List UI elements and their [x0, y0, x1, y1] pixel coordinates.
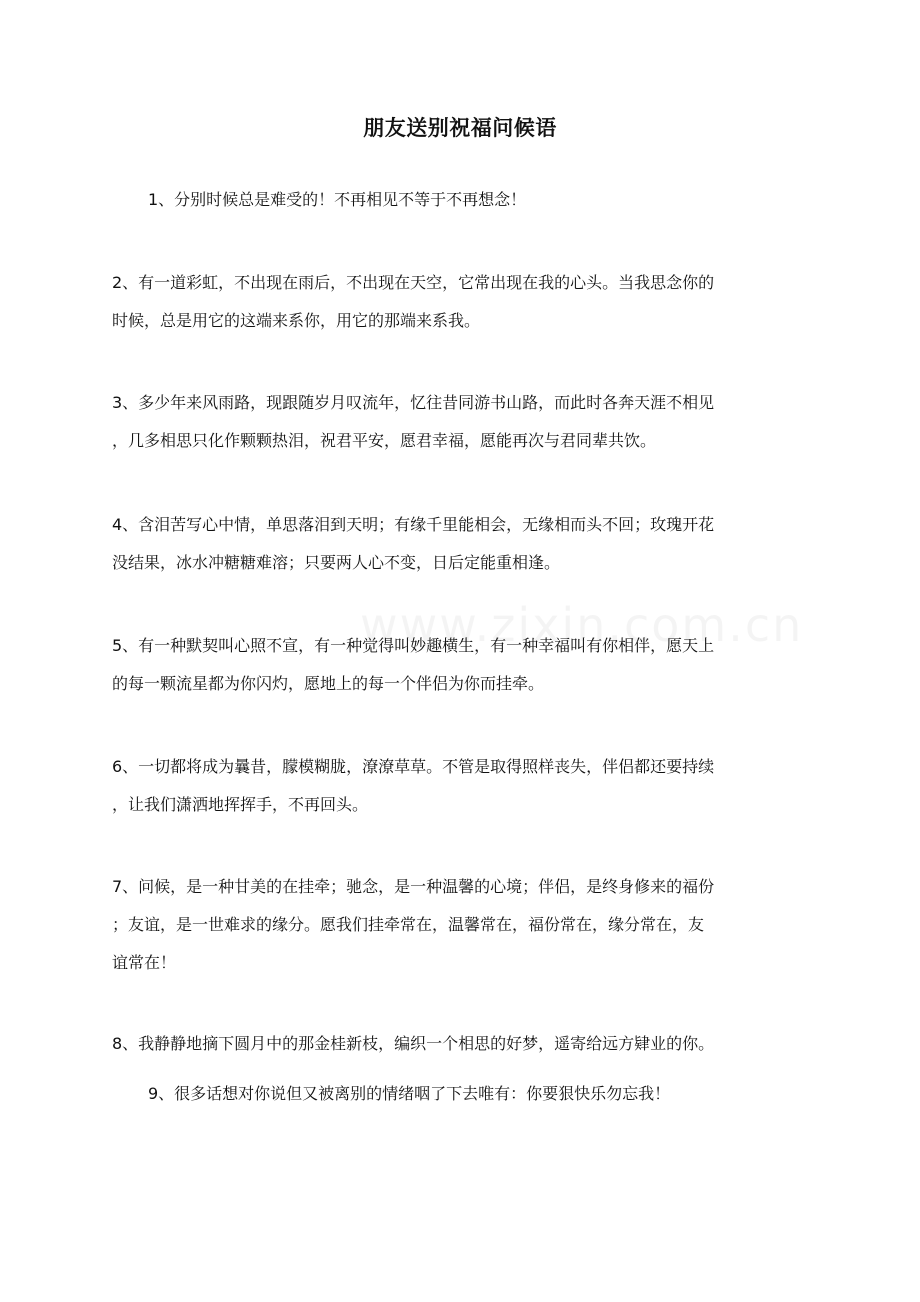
paragraph-8: [112, 1025, 812, 1063]
paragraph-line: 时候，总是用它的这端来系你，用它的那端来系我。: [112, 311, 481, 330]
paragraph-line: 9、很多话想对你说但又被离别的情绪咽了下去唯有：你要狠快乐勿忘我！: [148, 1084, 671, 1103]
paragraph-9: [148, 1075, 848, 1113]
paragraph-7: [112, 868, 812, 982]
paragraph-line: 2、有一道彩虹，不出现在雨后，不出现在天空，它常出现在我的心头。当我思念你的: [112, 273, 715, 292]
paragraph-line: 谊常在！: [112, 953, 177, 972]
paragraph-line: ；友谊，是一世难求的缘分。愿我们挂牵常在，温馨常在，福份常在，缘分常在，友: [112, 915, 705, 934]
paragraph-line: 5、有一种默契叫心照不宣，有一种觉得叫妙趣横生，有一种幸福叫有你相伴，愿天上: [112, 636, 715, 655]
paragraph-line: ，让我们潇洒地挥挥手，不再回头。: [112, 795, 369, 814]
paragraph-5: [112, 627, 812, 703]
paragraph-line: 的每一颗流星都为你闪灼，愿地上的每一个伴侣为你而挂牵。: [112, 674, 545, 693]
paragraph-line: 1、分别时候总是难受的！不再相见不等于不再想念！: [148, 190, 527, 209]
paragraph-line: 7、问候，是一种甘美的在挂牵；驰念，是一种温馨的心境；伴侣，是终身修来的福份: [112, 877, 715, 896]
paragraph-line: ，几多相思只化作颗颗热泪，祝君平安，愿君幸福，愿能再次与君同辈共饮。: [112, 431, 657, 450]
paragraph-line: 8、我静静地摘下圆月中的那金桂新枝，编织一个相思的好梦，遥寄给远方肄业的你。: [112, 1034, 715, 1053]
paragraph-6: [112, 748, 812, 824]
paragraph-line: 6、一切都将成为曩昔，朦模糊胧，潦潦草草。不管是取得照样丧失，伴侣都还要持续: [112, 757, 715, 776]
paragraph-3: [112, 384, 812, 460]
paragraph-2: [112, 264, 812, 340]
paragraph-line: 4、含泪苦写心中情，单思落泪到天明；有缘千里能相会，无缘相而头不回；玫瑰开花: [112, 515, 715, 534]
paragraph-line: 3、多少年来风雨路，现跟随岁月叹流年，忆往昔同游书山路，而此时各奔天涯不相见: [112, 393, 715, 412]
page-title: 朋友送别祝福问候语: [363, 116, 557, 140]
paragraph-4: [112, 506, 812, 582]
paragraph-line: 没结果，冰水冲糖糖难溶；只要两人心不变，日后定能重相逢。: [112, 553, 561, 572]
paragraph-1: [148, 181, 848, 219]
